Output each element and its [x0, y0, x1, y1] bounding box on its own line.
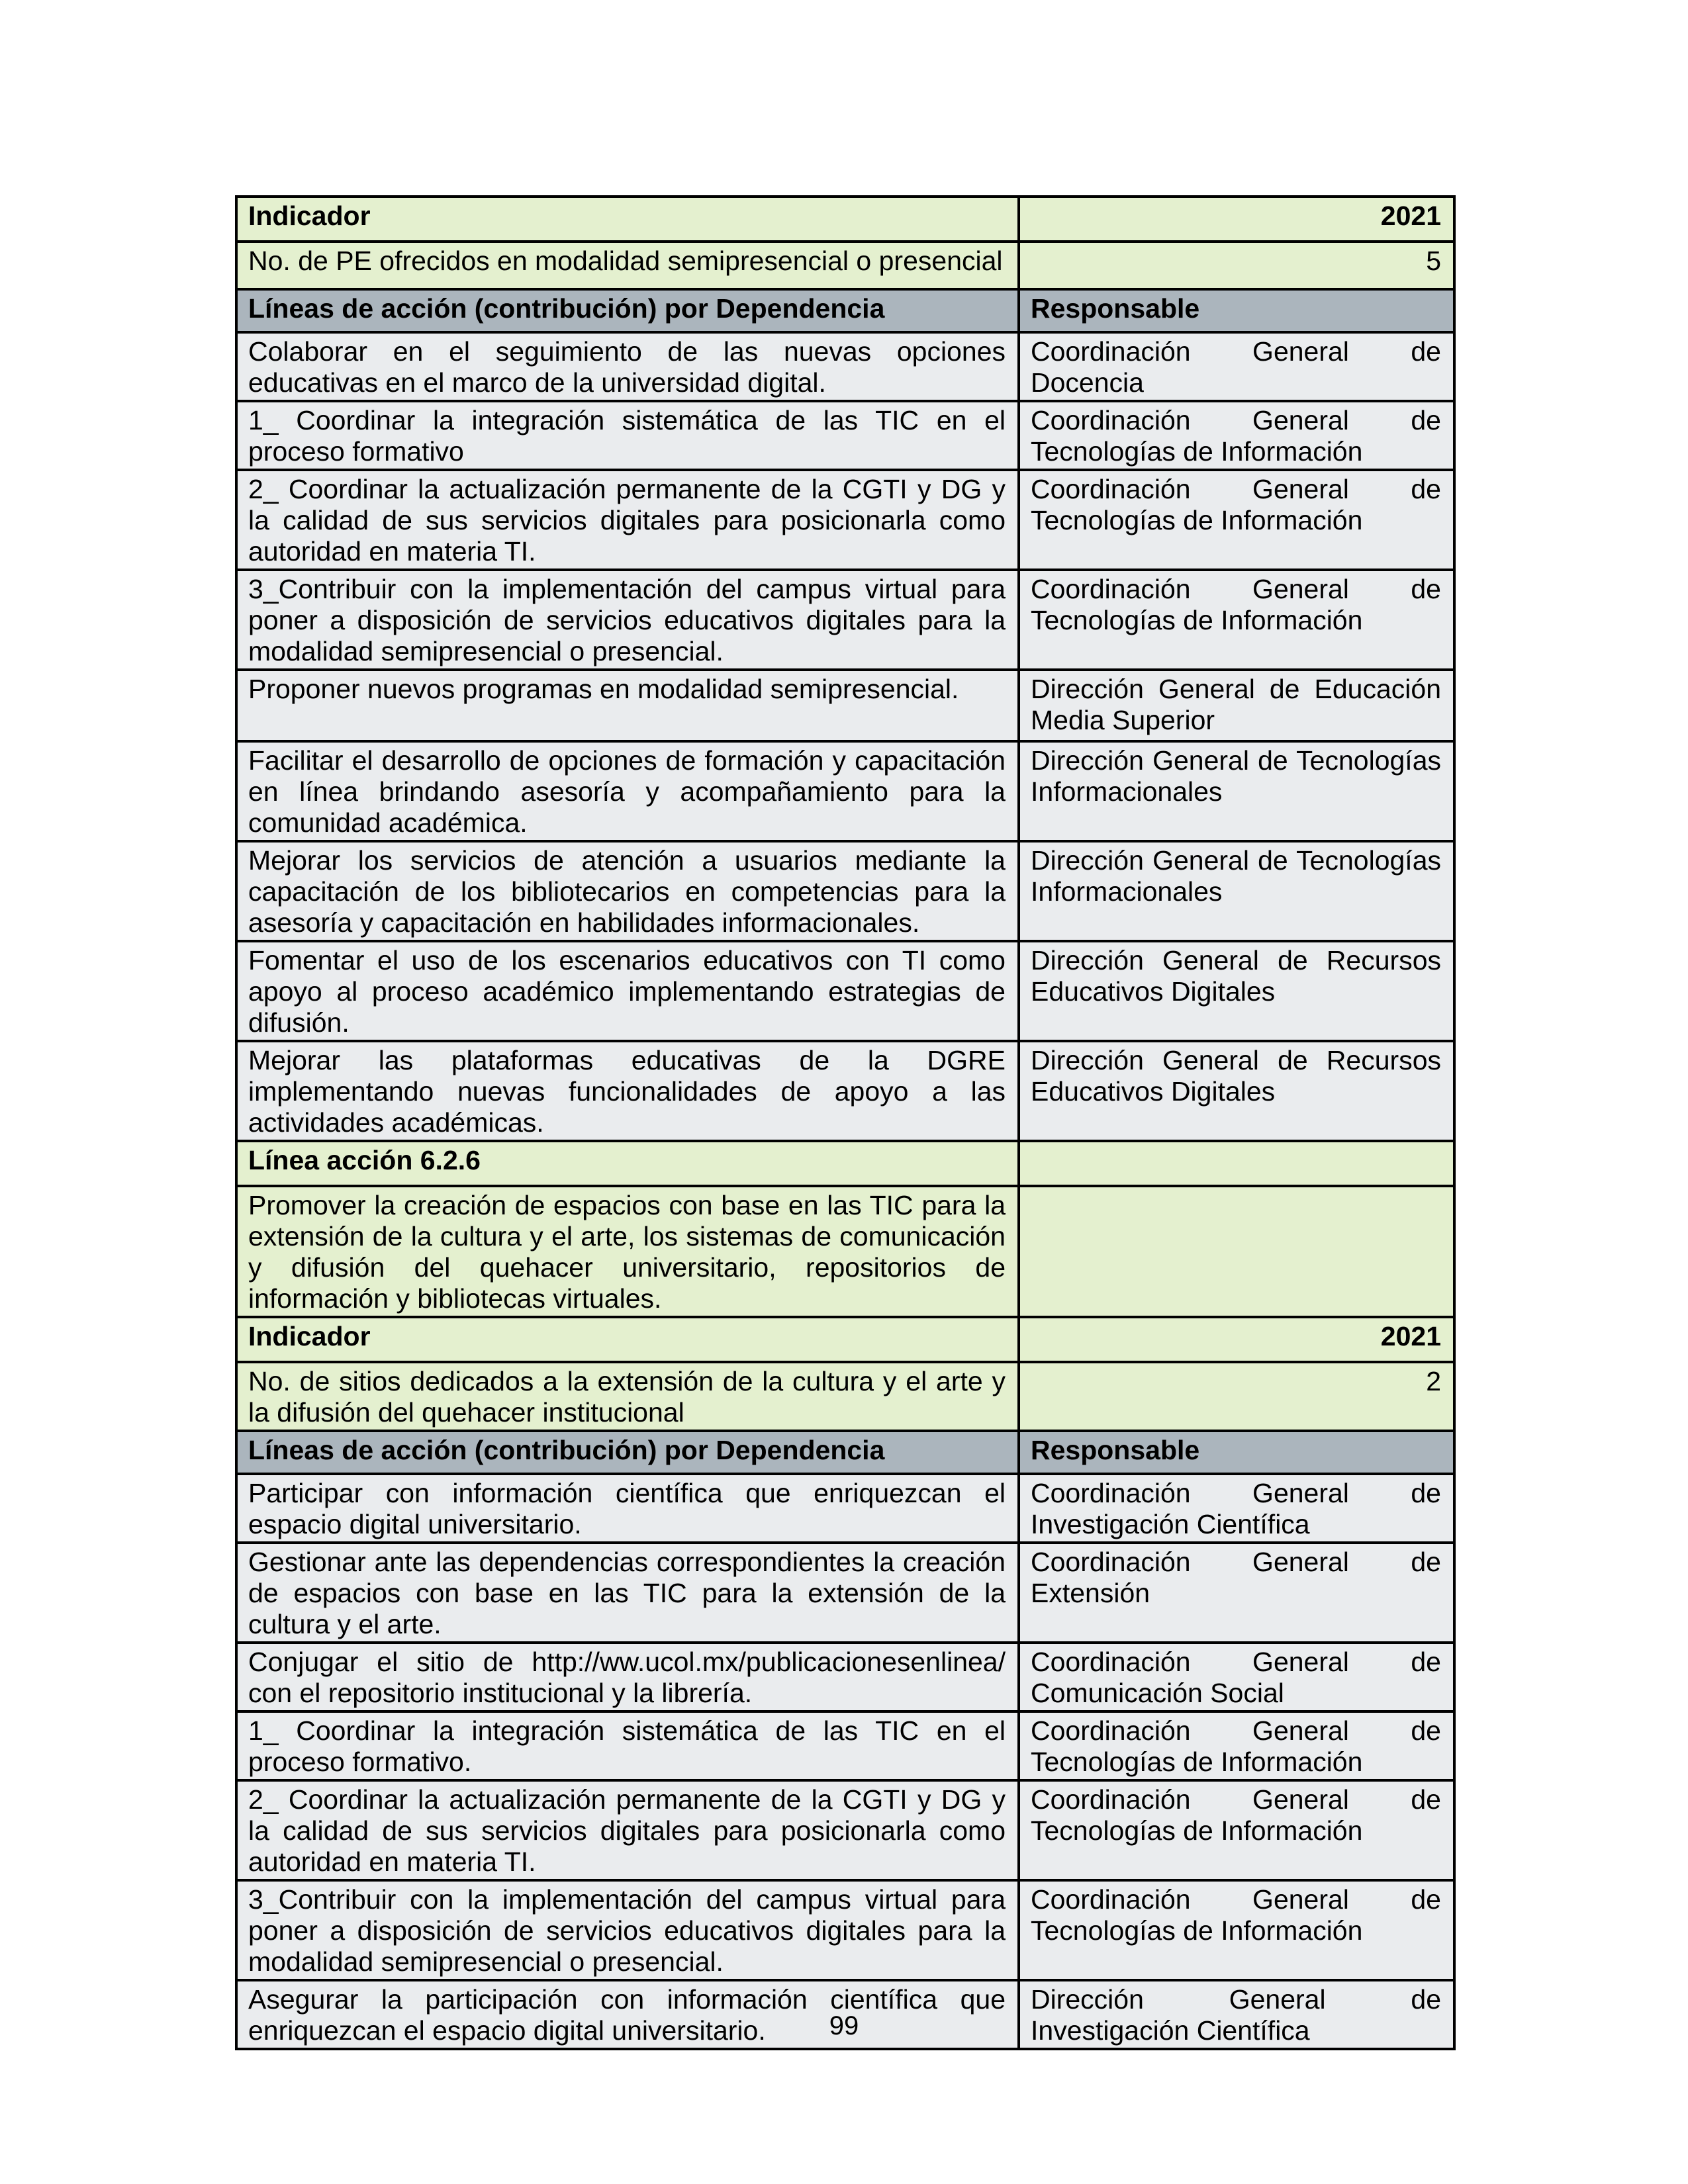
indicator-value-cell: 2 [1019, 1362, 1454, 1431]
action-row [236, 1474, 1454, 1543]
action-row [236, 1543, 1454, 1643]
action-lines-table [235, 195, 1456, 2050]
responsible-cell: Dirección General de Educación Media Superior [1019, 670, 1454, 741]
action-text-cell: 3_Contribuir con la implementación del campus virtual para poner a disposición de servicios educativos digitales para la modalidad semipresencial o presencial. [236, 570, 1019, 670]
action-row [236, 570, 1454, 670]
action-row [236, 1643, 1454, 1711]
responsible-header-cell: Responsable [1019, 1431, 1454, 1474]
indicator-value-cell: 5 [1019, 242, 1454, 289]
action-text-cell: Mejorar los servicios de atención a usuarios mediante la capacitación de los bibliotecarios en competencias para la asesoría y capacitación en habilidades informacionales. [236, 841, 1019, 941]
action-row [236, 470, 1454, 570]
line-action-description-row [236, 1186, 1454, 1317]
action-row [236, 841, 1454, 941]
responsible-cell: Coordinación General de Tecnologías de Información [1019, 1880, 1454, 1980]
responsible-cell: Dirección General de Tecnologías Informacionales [1019, 841, 1454, 941]
empty-cell [1019, 1141, 1454, 1186]
action-row [236, 741, 1454, 841]
responsible-cell: Dirección General de Tecnologías Informacionales [1019, 741, 1454, 841]
action-text-cell: Colaborar en el seguimiento de las nuevas opciones educativas en el marco de la universidad digital. [236, 332, 1019, 401]
indicator-header-row [236, 197, 1454, 242]
responsible-cell: Coordinación General de Tecnologías de Información [1019, 401, 1454, 470]
action-text-cell: Proponer nuevos programas en modalidad semipresencial. [236, 670, 1019, 741]
action-lines-header-cell: Líneas de acción (contribución) por Dependencia [236, 289, 1019, 332]
action-text-cell: Facilitar el desarrollo de opciones de formación y capacitación en línea brindando asesoría y acompañamiento para la comunidad académica. [236, 741, 1019, 841]
action-row [236, 1711, 1454, 1780]
line-action-description-cell: Promover la creación de espacios con base en las TIC para la extensión de la cultura y el arte, los sistemas de comunicación y difusión del quehacer universitario, repositorios de información y bibliotecas virtuales. [236, 1186, 1019, 1317]
empty-cell [1019, 1186, 1454, 1317]
line-action-title-cell: Línea acción 6.2.6 [236, 1141, 1019, 1186]
responsible-cell: Coordinación General de Tecnologías de Información [1019, 1780, 1454, 1880]
responsible-header-cell: Responsable [1019, 289, 1454, 332]
action-text-cell: 3_Contribuir con la implementación del campus virtual para poner a disposición de servicios educativos digitales para la modalidad semipresencial o presencial. [236, 1880, 1019, 1980]
action-text-cell: Participar con información científica que enriquezcan el espacio digital universitario. [236, 1474, 1019, 1543]
section-header-row [236, 1431, 1454, 1474]
section-header-row [236, 289, 1454, 332]
action-text-cell: Fomentar el uso de los escenarios educativos con TI como apoyo al proceso académico implementando estrategias de difusión. [236, 941, 1019, 1041]
action-row [236, 670, 1454, 741]
action-row [236, 1780, 1454, 1880]
action-text-cell: 2_ Coordinar la actualización permanente de la CGTI y DG y la calidad de sus servicios digitales para posicionarla como autoridad en materia TI. [236, 470, 1019, 570]
year-header-cell: 2021 [1019, 197, 1454, 242]
action-text-cell: 2_ Coordinar la actualización permanente de la CGTI y DG y la calidad de sus servicios digitales para posicionarla como autoridad en materia TI. [236, 1780, 1019, 1880]
action-text-cell: Conjugar el sitio de http://ww.ucol.mx/publicacionesenlinea/ con el repositorio institucional y la librería. [236, 1643, 1019, 1711]
responsible-cell: Coordinación General de Extensión [1019, 1543, 1454, 1643]
action-text-cell: Gestionar ante las dependencias correspondientes la creación de espacios con base en las TIC para la extensión de la cultura y el arte. [236, 1543, 1019, 1643]
responsible-cell: Coordinación General de Docencia [1019, 332, 1454, 401]
indicator-text-cell: No. de PE ofrecidos en modalidad semipresencial o presencial [236, 242, 1019, 289]
action-text-cell: 1_ Coordinar la integración sistemática de las TIC en el proceso formativo. [236, 1711, 1019, 1780]
responsible-cell: Dirección General de Recursos Educativos Digitales [1019, 941, 1454, 1041]
action-row [236, 1880, 1454, 1980]
action-row [236, 941, 1454, 1041]
year-header-cell: 2021 [1019, 1317, 1454, 1362]
action-row [236, 332, 1454, 401]
indicator-header-row [236, 1317, 1454, 1362]
action-text-cell: Mejorar las plataformas educativas de la DGRE implementando nuevas funcionalidades de apoyo a las actividades académicas. [236, 1041, 1019, 1141]
indicator-value-row [236, 1362, 1454, 1431]
indicator-label-cell: Indicador [236, 1317, 1019, 1362]
responsible-cell: Coordinación General de Investigación Científica [1019, 1474, 1454, 1543]
action-lines-header-cell: Líneas de acción (contribución) por Dependencia [236, 1431, 1019, 1474]
indicator-value-row [236, 242, 1454, 289]
responsible-cell: Dirección General de Investigación Científica [1019, 1980, 1454, 2049]
action-text-cell: 1_ Coordinar la integración sistemática de las TIC en el proceso formativo [236, 401, 1019, 470]
responsible-cell: Coordinación General de Tecnologías de Información [1019, 1711, 1454, 1780]
page-number: 99 [829, 2011, 859, 2040]
responsible-cell: Coordinación General de Comunicación Social [1019, 1643, 1454, 1711]
action-text-cell: Asegurar la participación con información científica que enriquezcan el espacio digital universitario. [236, 1980, 1019, 2049]
indicator-label-cell: Indicador [236, 197, 1019, 242]
action-row [236, 401, 1454, 470]
responsible-cell: Coordinación General de Tecnologías de Información [1019, 570, 1454, 670]
action-row [236, 1041, 1454, 1141]
responsible-cell: Coordinación General de Tecnologías de Información [1019, 470, 1454, 570]
indicator-text-cell: No. de sitios dedicados a la extensión de la cultura y el arte y la difusión del quehacer institucional [236, 1362, 1019, 1431]
responsible-cell: Dirección General de Recursos Educativos Digitales [1019, 1041, 1454, 1141]
line-action-header-row [236, 1141, 1454, 1186]
